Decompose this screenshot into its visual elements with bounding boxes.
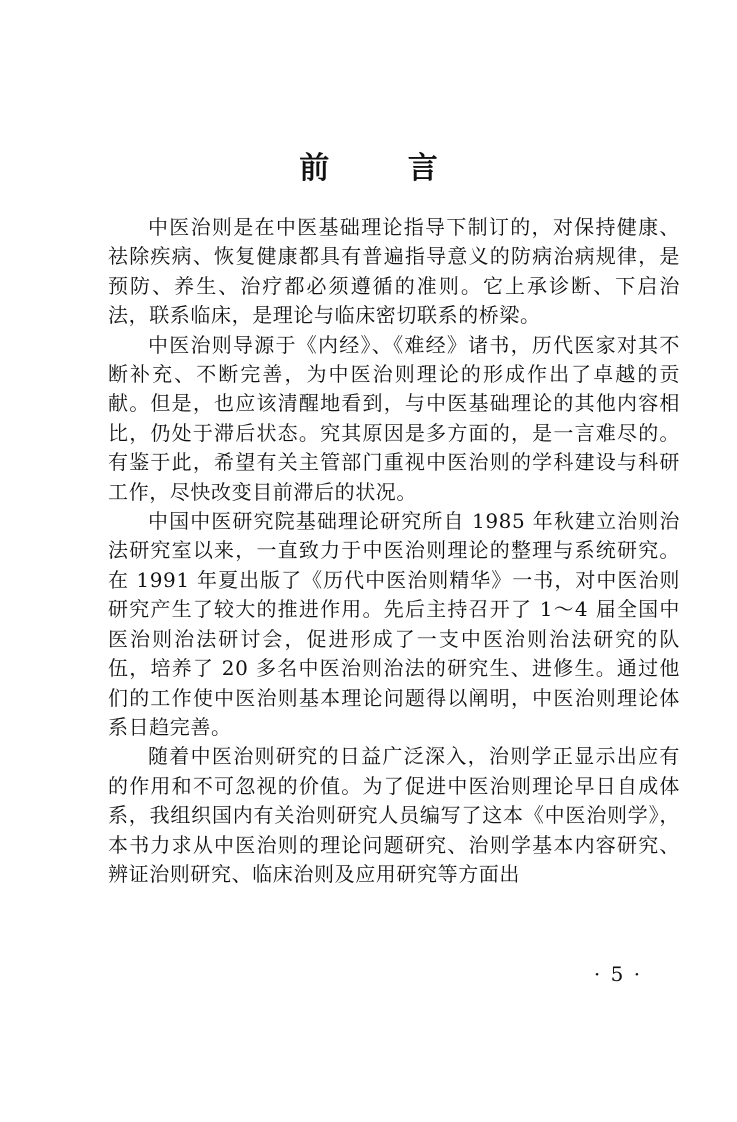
paragraph-2: 中医治则导源于《内经》、《难经》诸书，历代医家对其不断补充、不断完善，为中医治则理论的形成作出了卓越的贡献。但是，也应该清醒地看到，与中医基础理论的其他内容相比，仍处于滞后状态。究其原因是多方面的，是一言难尽的。有鉴于此，希望有关主管部门重视中医治则的学科建设与科研工作，尽快改变目前滞后的状况。 — [108, 332, 680, 504]
page-number: · 5 · — [593, 962, 643, 986]
body-text — [108, 213, 680, 889]
paragraph-4: 随着中医治则研究的日益广泛深入，治则学正显示出应有的作用和不可忽视的价值。为了促进中医治则理论早日自成体系，我组织国内有关治则研究人员编写了这本《中医治则学》，本书力求从中医治则的理论问题研究、治则学基本内容研究、辨证治则研究、临床治则及应用研究等方面出 — [108, 744, 680, 886]
paragraph-1: 中医治则是在中医基础理论指导下制订的，对保持健康、祛除疾病、恢复健康都具有普遍指导意义的防病治病规律，是预防、养生、治疗都必须遵循的准则。它上承诊断、下启治法，联系临床，是理论与临床密切联系的桥梁。 — [108, 215, 680, 328]
page-title: 前 言 — [299, 151, 472, 186]
paragraph-3: 中国中医研究院基础理论研究所自 1985 年秋建立治则治法研究室以来，一直致力于中医治则理论的整理与系统研究。在 1991 年夏出版了《历代中医治则精华》一书，对中医治则研究产生了较大的推进作用。先后主持召开了 1～4 届全国中医治则治法研讨会，促进形成了一支中医治则治法研究的队伍，培养了 20 多名中医治则治法的研究生、进修生。通过他们的工作使中医治则基本理论问题得以阐明，中医治则理论体系日趋完善。 — [108, 509, 680, 739]
